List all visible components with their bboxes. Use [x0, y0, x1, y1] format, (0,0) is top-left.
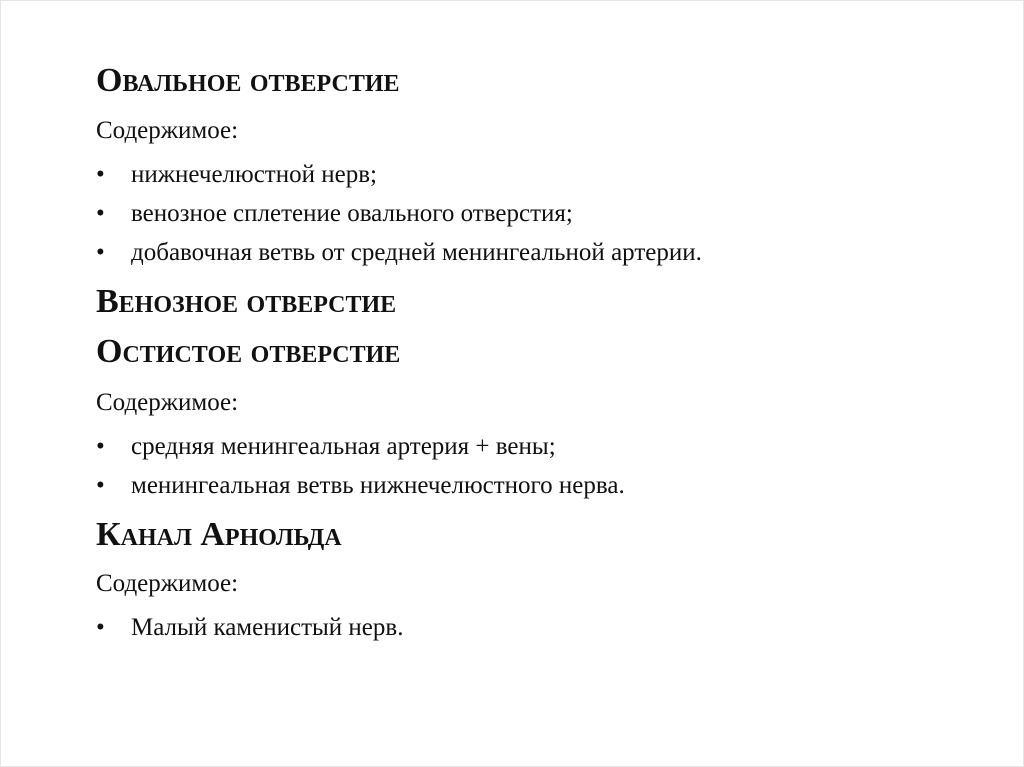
- contents-label: Содержимое:: [96, 570, 239, 597]
- section-heading: Остистое отверстие: [96, 333, 401, 370]
- list-item-text: нижнечелюстной нерв;: [131, 161, 377, 188]
- contents-list: [96, 155, 996, 272]
- list-item: [96, 427, 996, 466]
- list-item-text: средняя менингеальная артерия + вены;: [131, 433, 556, 460]
- section-spinous-foramen: [96, 332, 996, 505]
- list-item: [96, 466, 996, 505]
- list-item: [96, 608, 996, 647]
- bullet-icon: •: [96, 614, 105, 641]
- list-item: [96, 194, 996, 233]
- bullet-icon: •: [96, 239, 105, 266]
- section-heading: Канал Арнольда: [96, 516, 342, 553]
- list-item: [96, 233, 996, 272]
- list-item-text: менингеальная ветвь нижнечелюстного нерва.: [131, 472, 625, 499]
- section-venous-foramen: [96, 282, 996, 322]
- contents-list: [96, 427, 996, 505]
- section-heading: Овальное отверстие: [96, 62, 400, 99]
- contents-list: [96, 608, 996, 647]
- bullet-icon: •: [96, 472, 105, 499]
- bullet-icon: •: [96, 433, 105, 460]
- slide-content: [96, 61, 996, 647]
- section-heading: Венозное отверстие: [96, 283, 397, 320]
- contents-label: Содержимое:: [96, 117, 239, 144]
- list-item-text: Малый каменистый нерв.: [131, 614, 404, 641]
- bullet-icon: •: [96, 200, 105, 227]
- bullet-icon: •: [96, 161, 105, 188]
- list-item-text: венозное сплетение овального отверстия;: [131, 200, 573, 227]
- contents-label: Содержимое:: [96, 389, 239, 416]
- list-item: [96, 155, 996, 194]
- list-item-text: добавочная ветвь от средней менингеальной артерии.: [131, 239, 702, 266]
- section-arnold-canal: [96, 515, 996, 647]
- section-oval-foramen: [96, 61, 996, 272]
